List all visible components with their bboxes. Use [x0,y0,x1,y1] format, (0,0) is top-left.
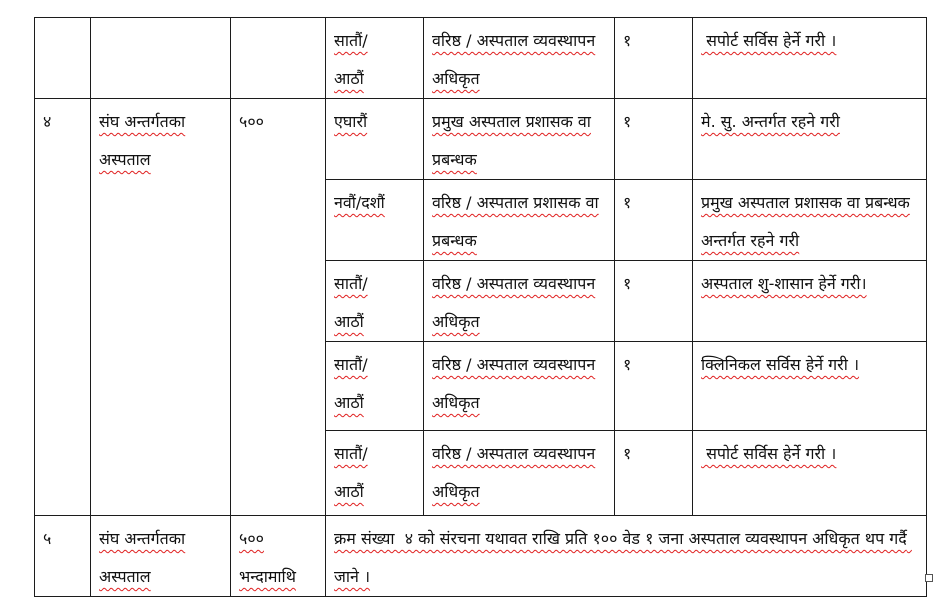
level-text: सातौं/आठौं [334,355,368,412]
category-text: संघ अन्तर्गतका अस्पताल [99,529,186,586]
table-row [35,18,927,99]
post-text: प्रमुख अस्पताल प्रशासक वा प्रबन्धक [432,112,591,169]
post-text: वरिष्ठ / अस्पताल व्यवस्थापन अधिकृत [432,274,596,331]
level-cell [326,261,424,342]
beds-text: ५०० [239,112,264,131]
count-cell [615,18,693,99]
note-cell [326,516,927,597]
count-text: १ [623,355,632,374]
count-cell [615,261,693,342]
remarks-cell [693,180,927,261]
level-text: सातौं/आठौं [334,274,368,331]
post-cell [424,18,615,99]
level-text: नवौं/दशौं [334,193,385,212]
beds-text: ५०० भन्दामाथि [239,529,296,586]
remarks-text: प्रमुख अस्पताल प्रशासक वा प्रबन्धक अन्तर्गत रहने गरी [701,193,910,250]
table-resize-handle[interactable] [925,574,933,582]
level-cell [326,342,424,431]
post-cell [424,99,615,180]
category-cell [91,516,231,597]
level-text: एघारौं [334,112,368,131]
serial-cell [35,18,91,99]
post-cell [424,180,615,261]
post-cell [424,342,615,431]
count-text: १ [623,444,632,463]
count-text: १ [623,31,632,50]
count-cell [615,342,693,431]
hospital-staffing-table [34,17,927,597]
count-text: १ [623,274,632,293]
remarks-cell [693,431,927,516]
serial-cell [35,99,91,516]
remarks-text: अस्पताल शु-शासान हेर्ने गरी। [701,274,867,293]
post-text: वरिष्ठ / अस्पताल व्यवस्थापन अधिकृत [432,355,596,412]
remarks-text: क्लिनिकल सर्विस हेर्ने गरी । [701,355,860,374]
count-cell [615,180,693,261]
category-text: संघ अन्तर्गतका अस्पताल [99,112,186,169]
table-row [35,99,927,180]
count-cell [615,431,693,516]
level-cell [326,180,424,261]
remarks-cell [693,99,927,180]
beds-cell [231,99,326,516]
remarks-cell [693,342,927,431]
note-text: क्रम संख्या ४ को संरचना यथावत राखि प्रति १०० वेड १ जना अस्पताल व्यवस्थापन अधिकृत थप गर्दै जाने । [334,529,912,586]
count-text: १ [623,193,632,212]
remarks-text: मे. सु. अन्तर्गत रहने गरी [701,112,840,131]
remarks-text: सपोर्ट सर्विस हेर्ने गरी । [701,444,837,463]
beds-cell [231,516,326,597]
serial-number: ४ [43,112,52,131]
level-text: सातौं/आठौं [334,31,368,88]
post-cell [424,261,615,342]
remarks-text: सपोर्ट सर्विस हेर्ने गरी । [701,31,837,50]
level-cell [326,99,424,180]
serial-cell [35,516,91,597]
post-text: वरिष्ठ / अस्पताल प्रशासक वा प्रबन्धक [432,193,599,250]
category-cell [91,99,231,516]
beds-cell [231,18,326,99]
post-cell [424,431,615,516]
count-text: १ [623,112,632,131]
count-cell [615,99,693,180]
post-text: वरिष्ठ / अस्पताल व्यवस्थापन अधिकृत [432,31,596,88]
post-text: वरिष्ठ / अस्पताल व्यवस्थापन अधिकृत [432,444,596,501]
remarks-cell [693,261,927,342]
serial-number: ५ [43,529,52,548]
table-row [35,516,927,597]
remarks-cell [693,18,927,99]
level-text: सातौं/आठौं [334,444,368,501]
level-cell [326,431,424,516]
level-cell [326,18,424,99]
category-cell [91,18,231,99]
